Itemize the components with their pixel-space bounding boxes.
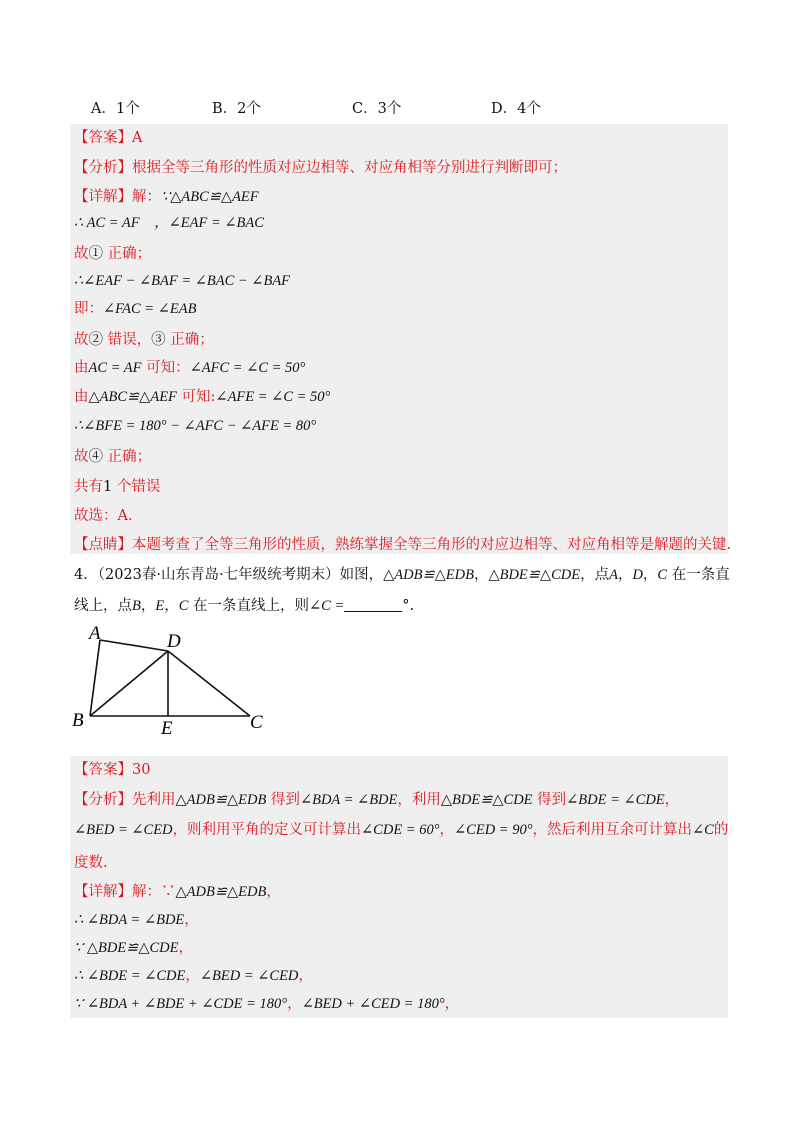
q4-figure <box>70 620 280 740</box>
q3-line-4: ∴∠EAF − ∠BAF = ∠BAC − ∠BAF <box>74 273 291 289</box>
q3-line-6: 故② 错误，③ 正确； <box>74 332 214 348</box>
q4-answer: 【答案】30 <box>74 762 151 778</box>
label-a: A <box>89 623 101 644</box>
q3-line-11: 共有1 个错误 <box>74 479 161 495</box>
q3-line-2: ∴ AC = AF ，∠EAF = ∠BAC <box>74 215 264 231</box>
q4-detail-line-2: ∴ ∠BDA = ∠BDE， <box>74 912 199 928</box>
q3-comment: 【点睛】本题考查了全等三角形的性质，熟练掌握全等三角形的对应边相等、对应角相等是解题的关键. <box>74 537 732 553</box>
q3-line-5: 即：∠FAC = ∠EAB <box>74 301 197 317</box>
option-a: A．1个 <box>91 101 140 117</box>
q4-detail-line-3: ∵ △BDE≌△CDE， <box>74 940 193 956</box>
option-d: D．4个 <box>491 101 541 117</box>
option-c: C．3个 <box>352 101 402 117</box>
segment-ad <box>100 640 168 651</box>
q4-detail-line-5: ∵ ∠BDA + ∠BDE + ∠CDE = 180°，∠BED + ∠CED = 180°， <box>74 996 460 1012</box>
segment-ab <box>90 640 100 716</box>
segment-dc <box>168 651 250 716</box>
q3-analysis: 【分析】根据全等三角形的性质对应边相等、对应角相等分别进行判断即可； <box>74 160 567 176</box>
q4-analysis-line-3: 度数. <box>74 855 108 871</box>
q4-statement-line-2: 线上，点B，E，C 在一条直线上，则∠C = °. <box>74 598 415 614</box>
q3-line-10: 故④ 正确； <box>74 449 152 465</box>
q4-statement-line-1: 4．（2023春·山东青岛·七年级统考期末）如图，△ADB≌△EDB，△BDE≌△CDE，点A，D，C 在一条直 <box>74 567 730 583</box>
q3-answer: 【答案】A <box>74 130 143 146</box>
label-e: E <box>161 718 173 739</box>
q3-line-7: 由AC = AF 可知：∠AFC = ∠C = 50° <box>74 360 306 376</box>
q3-line-9: ∴∠BFE = 180° − ∠AFC − ∠AFE = 80° <box>74 418 317 434</box>
q3-choice: 故选：A. <box>74 508 133 524</box>
option-b: B．2个 <box>212 101 261 117</box>
segment-bd <box>90 651 168 716</box>
label-b: B <box>72 710 84 731</box>
label-d: D <box>167 631 181 652</box>
q3-line-3: 故① 正确； <box>74 246 152 262</box>
answer-blank <box>344 597 402 612</box>
q3-detail-heading: 【详解】解：∵△ABC≌△AEF <box>74 189 259 205</box>
q4-detail-heading: 【详解】解：∵△ADB≌△EDB， <box>74 884 281 900</box>
q4-detail-line-4: ∴ ∠BDE = ∠CDE，∠BED = ∠CED， <box>74 968 313 984</box>
label-c: C <box>250 712 263 733</box>
q4-analysis-line-2: ∠BED = ∠CED，则利用平角的定义可计算出∠CDE = 60°，∠CED = 90°，然后利用互余可计算出∠C的 <box>74 822 729 838</box>
q4-analysis-line-1: 【分析】先利用△ADB≌△EDB 得到∠BDA = ∠BDE，利用△BDE≌△CDE 得到∠BDE = ∠CDE， <box>74 792 680 808</box>
q3-line-8: 由△ABC≌△AEF 可知:∠AFE = ∠C = 50° <box>74 389 331 405</box>
